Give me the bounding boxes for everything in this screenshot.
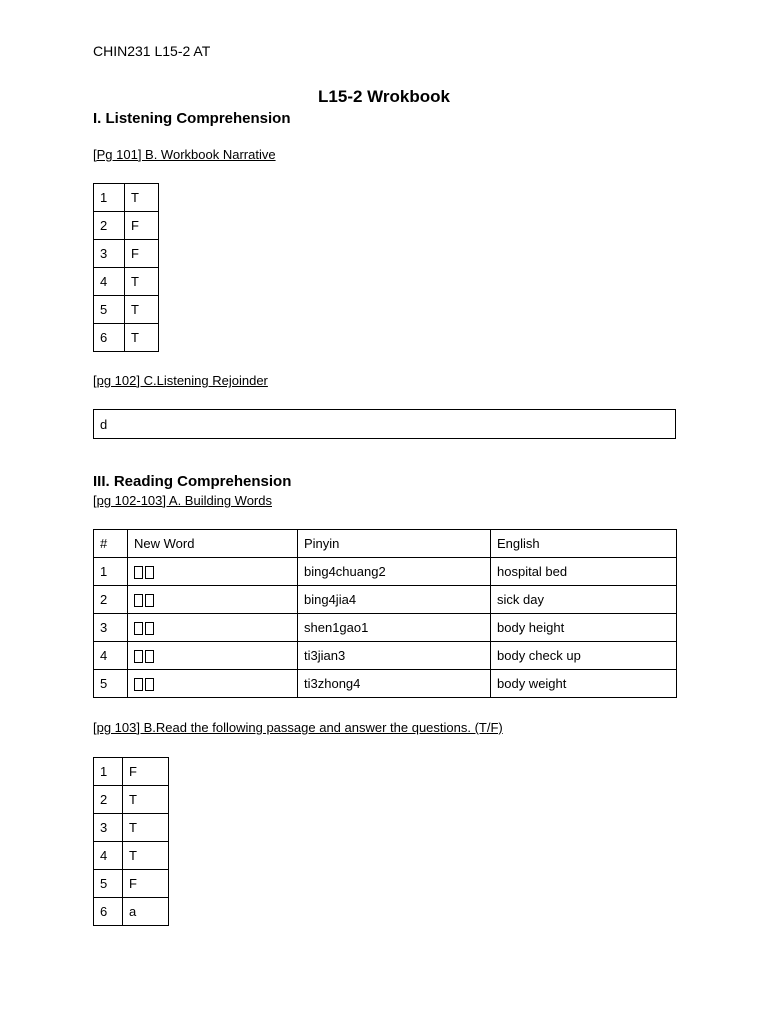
row-number: 5 bbox=[94, 670, 128, 698]
table-row bbox=[94, 870, 169, 898]
table-row bbox=[94, 670, 677, 698]
table-row bbox=[94, 240, 159, 268]
row-number: 2 bbox=[94, 786, 123, 814]
table-row bbox=[94, 614, 677, 642]
subheading-reading-passage: [pg 103] B.Read the following passage and answer the questions. (T/F) bbox=[93, 720, 503, 735]
row-pinyin: shen1gao1 bbox=[298, 614, 491, 642]
row-english: body height bbox=[491, 614, 677, 642]
passage-table bbox=[93, 757, 169, 926]
row-answer: T bbox=[123, 786, 169, 814]
section-heading-listening: I. Listening Comprehension bbox=[93, 110, 291, 127]
missing-glyph-icon bbox=[128, 670, 298, 698]
row-answer: F bbox=[123, 758, 169, 786]
missing-glyph-icon bbox=[128, 586, 298, 614]
column-header: Pinyin bbox=[298, 530, 491, 558]
table-row bbox=[94, 586, 677, 614]
table-row bbox=[94, 212, 159, 240]
row-english: sick day bbox=[491, 586, 677, 614]
table-row bbox=[94, 814, 169, 842]
column-header: # bbox=[94, 530, 128, 558]
row-english: body check up bbox=[491, 642, 677, 670]
row-pinyin: ti3jian3 bbox=[298, 642, 491, 670]
column-header: New Word bbox=[128, 530, 298, 558]
subheading-workbook-narrative: [Pg 101] B. Workbook Narrative bbox=[93, 147, 276, 162]
table-row bbox=[94, 758, 169, 786]
section-heading-reading: III. Reading Comprehension bbox=[93, 473, 292, 490]
row-english: body weight bbox=[491, 670, 677, 698]
row-answer: T bbox=[125, 296, 159, 324]
document-title: L15-2 Wrokbook bbox=[318, 87, 450, 106]
row-number: 5 bbox=[94, 870, 123, 898]
table-row bbox=[94, 296, 159, 324]
row-number: 4 bbox=[94, 842, 123, 870]
row-number: 1 bbox=[94, 558, 128, 586]
table-row bbox=[94, 842, 169, 870]
row-english: hospital bed bbox=[491, 558, 677, 586]
row-number: 6 bbox=[94, 324, 125, 352]
table-row bbox=[94, 786, 169, 814]
table-row bbox=[94, 324, 159, 352]
row-answer: T bbox=[125, 324, 159, 352]
row-number: 3 bbox=[94, 614, 128, 642]
table-row bbox=[94, 642, 677, 670]
table-row bbox=[94, 410, 676, 439]
table-row bbox=[94, 184, 159, 212]
table-row bbox=[94, 898, 169, 926]
course-code: CHIN231 L15-2 AT bbox=[93, 43, 211, 59]
row-number: 3 bbox=[94, 240, 125, 268]
row-pinyin: ti3zhong4 bbox=[298, 670, 491, 698]
row-number: 4 bbox=[94, 268, 125, 296]
narrative-table bbox=[93, 183, 159, 352]
row-number: 4 bbox=[94, 642, 128, 670]
column-header: English bbox=[491, 530, 677, 558]
missing-glyph-icon bbox=[128, 642, 298, 670]
row-number: 6 bbox=[94, 898, 123, 926]
row-number: 1 bbox=[94, 758, 123, 786]
row-number: 2 bbox=[94, 586, 128, 614]
row-answer: T bbox=[125, 184, 159, 212]
row-answer: F bbox=[125, 212, 159, 240]
rejoinder-table bbox=[93, 409, 676, 439]
row-pinyin: bing4chuang2 bbox=[298, 558, 491, 586]
rejoinder-answer: d bbox=[94, 410, 676, 439]
subheading-building-words: [pg 102-103] A. Building Words bbox=[93, 493, 272, 508]
missing-glyph-icon bbox=[128, 558, 298, 586]
row-answer: F bbox=[125, 240, 159, 268]
row-number: 2 bbox=[94, 212, 125, 240]
row-number: 5 bbox=[94, 296, 125, 324]
row-answer: T bbox=[123, 814, 169, 842]
missing-glyph-icon bbox=[128, 614, 298, 642]
building-words-table bbox=[93, 529, 677, 698]
table-row bbox=[94, 558, 677, 586]
row-answer: a bbox=[123, 898, 169, 926]
row-number: 1 bbox=[94, 184, 125, 212]
row-answer: T bbox=[125, 268, 159, 296]
table-row bbox=[94, 268, 159, 296]
row-answer: T bbox=[123, 842, 169, 870]
subheading-listening-rejoinder: [pg 102] C.Listening Rejoinder bbox=[93, 373, 268, 388]
row-pinyin: bing4jia4 bbox=[298, 586, 491, 614]
row-number: 3 bbox=[94, 814, 123, 842]
table-header-row bbox=[94, 530, 677, 558]
row-answer: F bbox=[123, 870, 169, 898]
